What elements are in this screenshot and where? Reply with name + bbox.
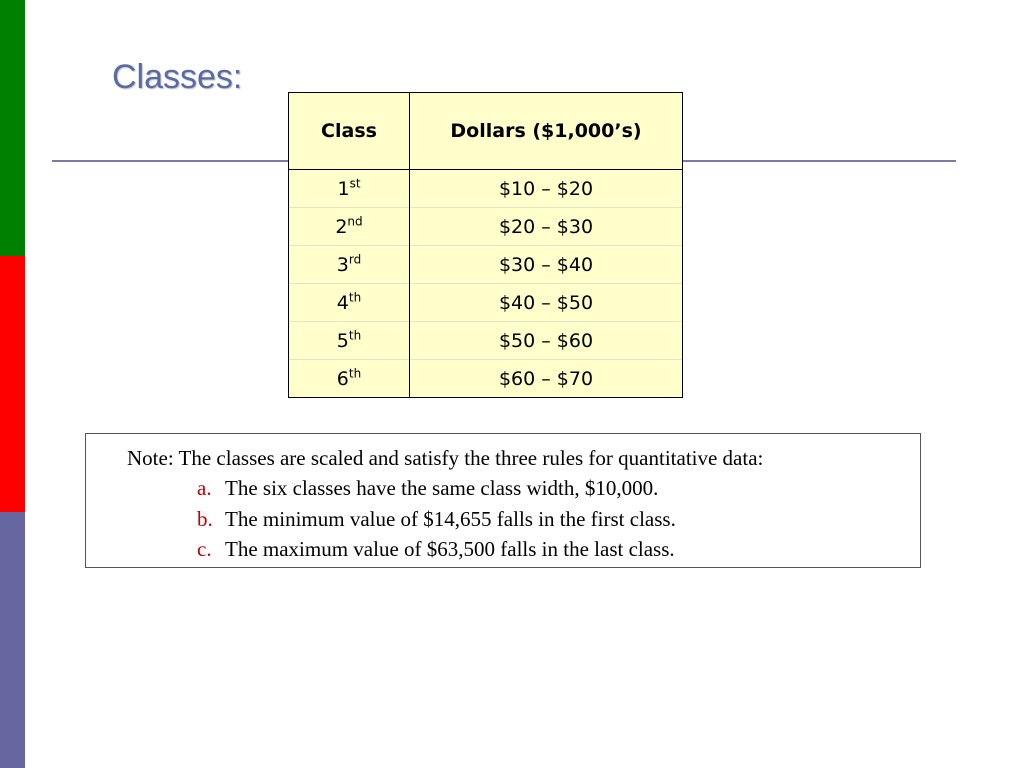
sidebar-red-band bbox=[0, 256, 25, 512]
header-dollars: Dollars ($1,000’s) bbox=[410, 93, 683, 170]
note-box bbox=[85, 433, 921, 568]
ordinal-suffix: th bbox=[348, 366, 362, 381]
class-cell bbox=[289, 170, 410, 208]
dollar-range-cell: $20 – $30 bbox=[410, 208, 683, 246]
class-cell bbox=[289, 246, 410, 284]
table-row bbox=[289, 284, 682, 322]
note-item-text: The six classes have the same class width, $10,000. bbox=[225, 476, 659, 500]
ordinal-suffix: st bbox=[349, 176, 361, 191]
dollar-range-cell: $10 – $20 bbox=[498, 177, 594, 200]
table-row bbox=[289, 360, 682, 398]
note-item bbox=[197, 507, 676, 532]
class-table bbox=[289, 93, 682, 397]
class-cell bbox=[289, 360, 410, 398]
dollar-range-cell: $50 – $60 bbox=[410, 322, 683, 360]
ordinal-suffix: th bbox=[348, 328, 362, 343]
class-cell bbox=[289, 208, 410, 246]
ordinal-suffix: rd bbox=[348, 252, 362, 267]
list-marker: a. bbox=[197, 476, 212, 500]
table-row bbox=[289, 322, 682, 360]
note-item bbox=[197, 476, 658, 501]
class-number: 2 bbox=[335, 215, 348, 238]
class-number: 6 bbox=[336, 367, 349, 390]
class-number: 3 bbox=[336, 253, 349, 276]
class-number: 1 bbox=[337, 177, 350, 200]
class-cell bbox=[289, 284, 410, 322]
class-number: 4 bbox=[336, 291, 349, 314]
dollar-range-cell: $30 – $40 bbox=[410, 246, 683, 284]
list-marker: c. bbox=[197, 537, 212, 561]
ordinal-suffix: nd bbox=[347, 214, 363, 229]
sidebar-green-band bbox=[0, 0, 25, 256]
table-row bbox=[289, 208, 682, 246]
note-intro: Note: The classes are scaled and satisfy the three rules for quantitative data: bbox=[127, 446, 764, 470]
header-class: Class bbox=[289, 93, 410, 170]
table-row bbox=[289, 246, 682, 284]
table-row bbox=[289, 170, 682, 208]
list-marker: b. bbox=[197, 507, 213, 531]
slide-title: Classes: bbox=[112, 58, 243, 96]
sidebar-slate-band bbox=[0, 512, 25, 768]
note-item bbox=[197, 537, 675, 562]
class-number: 5 bbox=[336, 329, 349, 352]
table-header-row bbox=[289, 93, 682, 170]
note-item-text: The minimum value of $14,655 falls in the first class. bbox=[225, 507, 676, 531]
ordinal-suffix: th bbox=[348, 290, 362, 305]
dollar-range-cell: $40 – $50 bbox=[410, 284, 683, 322]
class-cell bbox=[289, 322, 410, 360]
note-item-text: The maximum value of $63,500 falls in the last class. bbox=[225, 537, 675, 561]
dollar-range-cell: $60 – $70 bbox=[410, 360, 683, 398]
